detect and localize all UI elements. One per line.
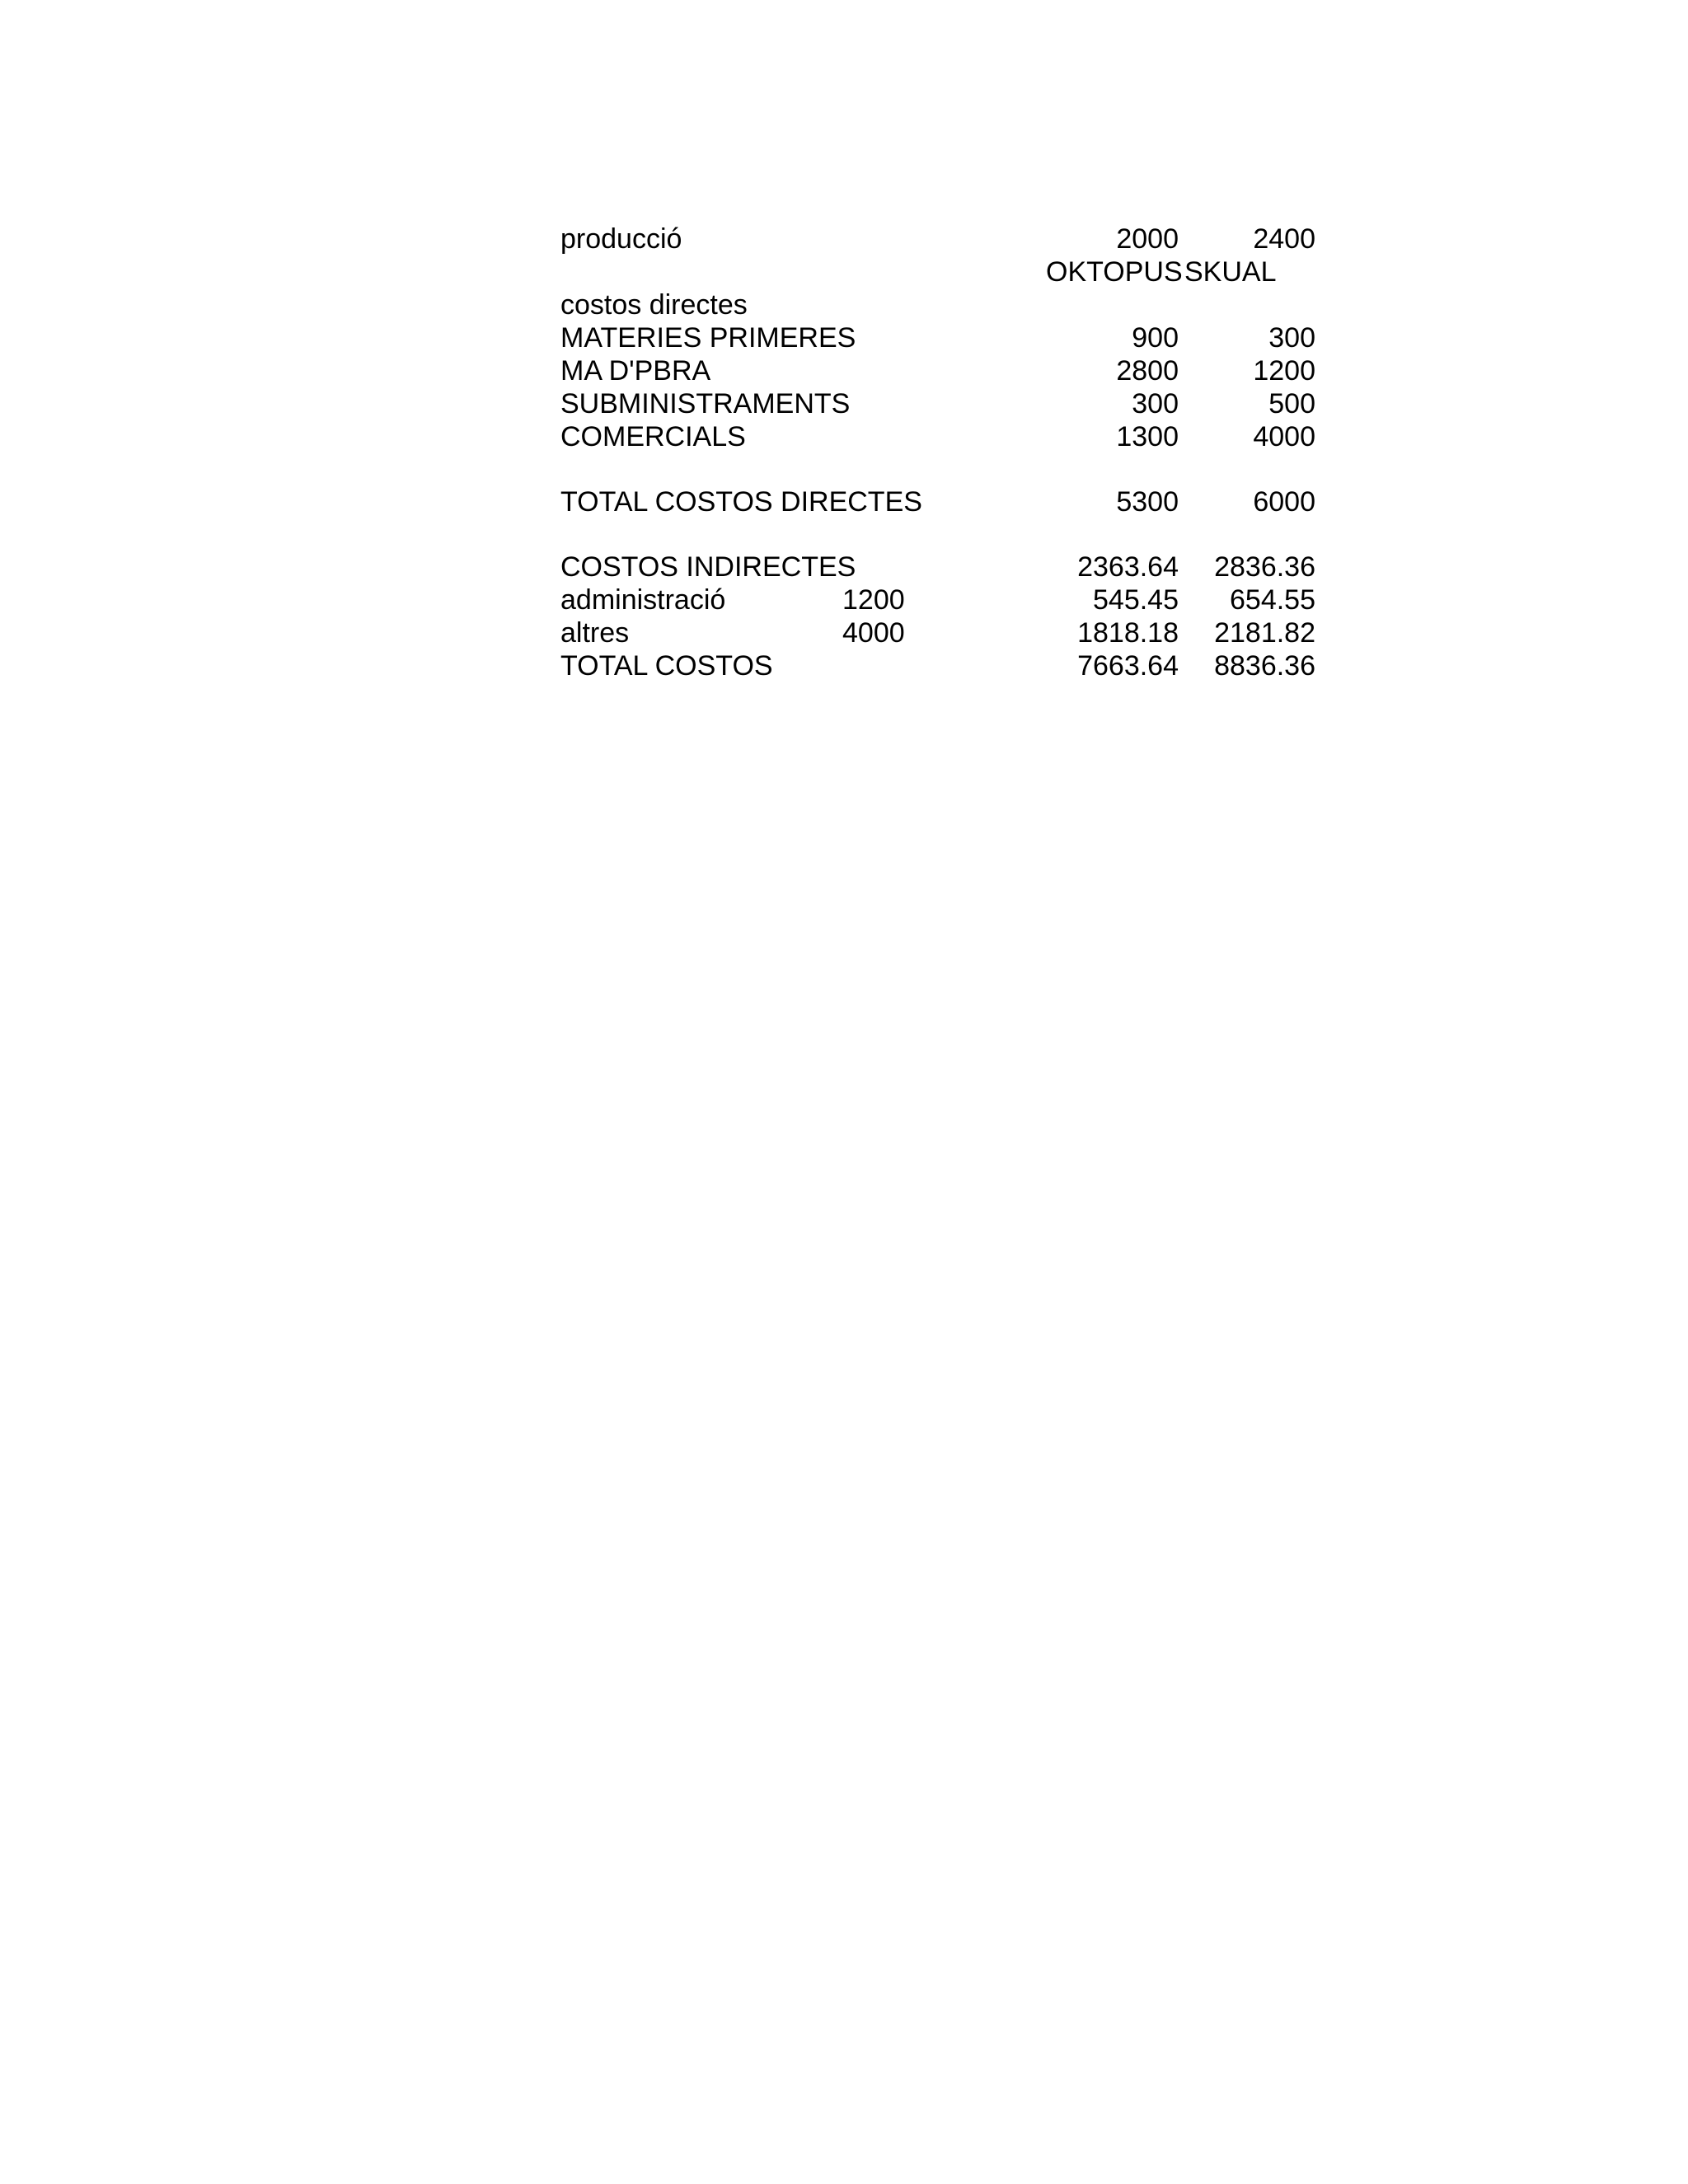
indirect-item-label: altres	[560, 617, 630, 649]
indirect-item-row	[0, 616, 1688, 649]
total-direct-costs-label: TOTAL COSTOS DIRECTES	[560, 486, 922, 518]
okto-value: 1818.18	[1077, 617, 1179, 649]
row-label: MA D'PBRA	[560, 355, 711, 387]
indirect-item-label: administració	[560, 584, 726, 616]
indirect-item-amount: 4000	[842, 617, 905, 649]
skual-value: 1200	[1253, 355, 1315, 387]
direct-costs-heading: costos directes	[560, 289, 748, 321]
table-row	[0, 387, 1688, 420]
total-okto-value: 7663.64	[1077, 650, 1179, 682]
production-label: producció	[560, 223, 682, 255]
table-row	[0, 420, 1688, 453]
total-direct-okto-value: 5300	[1116, 486, 1179, 518]
table-row	[0, 354, 1688, 387]
production-skual-value: 2400	[1253, 223, 1315, 255]
indirect-costs-label: COSTOS INDIRECTES	[560, 551, 856, 583]
row-label: COMERCIALS	[560, 421, 746, 452]
production-okto-value: 2000	[1116, 223, 1179, 255]
okto-value: 2800	[1116, 355, 1179, 387]
skual-value: 4000	[1253, 421, 1315, 452]
indirect-okto-value: 2363.64	[1077, 551, 1179, 583]
total-costs-row	[0, 649, 1688, 682]
indirect-item-amount: 1200	[842, 584, 905, 616]
table-row	[0, 321, 1688, 354]
indirect-costs-row	[0, 551, 1688, 583]
indirect-skual-value: 2836.36	[1214, 551, 1315, 583]
column-header-skual: SKUAL	[1184, 256, 1277, 288]
total-direct-costs-row	[0, 485, 1688, 518]
column-header-oktopus: OKTOPUS	[1046, 256, 1183, 288]
indirect-item-row	[0, 583, 1688, 616]
skual-value: 2181.82	[1214, 617, 1315, 649]
row-label: MATERIES PRIMERES	[560, 322, 856, 354]
product-header-row	[0, 255, 1688, 288]
direct-costs-heading-row	[0, 288, 1688, 321]
skual-value: 654.55	[1230, 584, 1315, 616]
okto-value: 545.45	[1093, 584, 1179, 616]
total-direct-skual-value: 6000	[1253, 486, 1315, 518]
total-skual-value: 8836.36	[1214, 650, 1315, 682]
row-label: SUBMINISTRAMENTS	[560, 388, 851, 419]
okto-value: 1300	[1116, 421, 1179, 452]
okto-value: 300	[1132, 388, 1179, 419]
skual-value: 300	[1268, 322, 1315, 354]
okto-value: 900	[1132, 322, 1179, 354]
production-row	[0, 223, 1688, 255]
skual-value: 500	[1268, 388, 1315, 419]
total-costs-label: TOTAL COSTOS	[560, 650, 773, 682]
